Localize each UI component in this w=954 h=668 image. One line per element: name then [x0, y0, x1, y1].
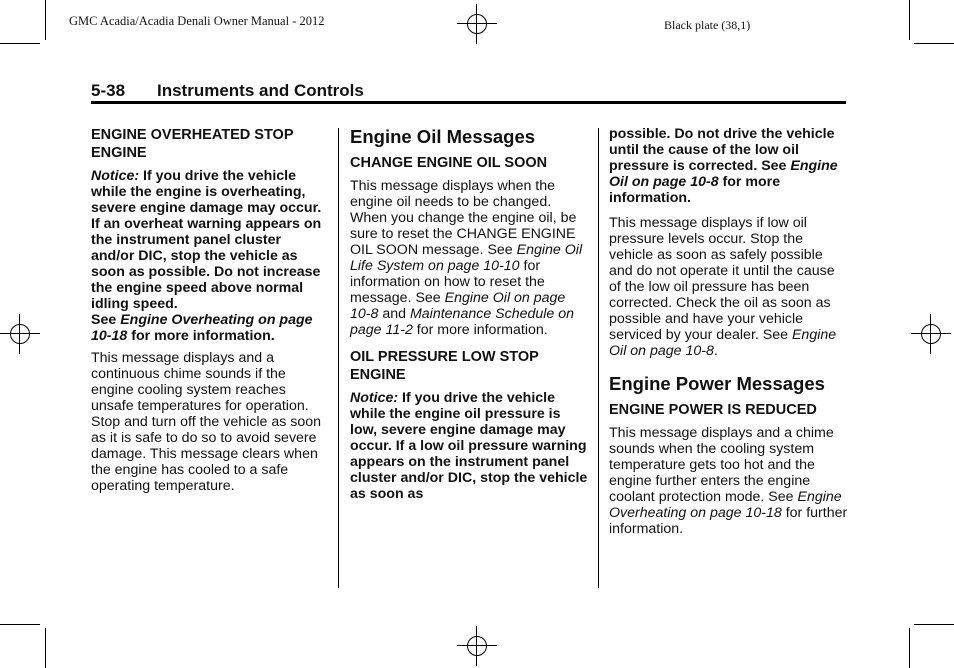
crop-mark: [909, 0, 910, 40]
manual-title: GMC Acadia/Acadia Denali Owner Manual - 2012: [69, 14, 325, 28]
body-paragraph: This message displays and a continuous chime sounds if the engine cooling system reaches unsafe temperatures for operation. Stop and turn off the vehicle as soon as it is safe to do so to avoid severe damage. This message clears when the engine has cooled to a safe operating temperature.: [91, 350, 322, 494]
cross-reference: Engine Oil on page 10-8: [609, 158, 838, 190]
crop-mark: [914, 43, 954, 44]
subheading-change-oil: CHANGE ENGINE OIL SOON: [350, 155, 548, 171]
notice-label: Notice:: [350, 390, 399, 406]
column-3: [609, 126, 849, 543]
plate-label: Black plate (38,1): [664, 18, 751, 32]
cross-reference: Maintenance Schedule on page 11-2: [350, 306, 575, 338]
notice-label: Notice:: [91, 168, 140, 184]
column-1: [91, 126, 323, 500]
body-paragraph: This message displays when the engine oil needs to be changed. When you change the engine oil, be sure to reset the CHANGE ENGINE OIL SOON message. See Engine Oil Life System on page 10-10 for information on how to reset the message. See Engine Oil on page 10-8 and Maintenance Schedule on page 11-2 for more information.: [350, 178, 583, 338]
page-header: [91, 81, 846, 101]
cross-reference: Engine Oil Life System on page 10-10: [350, 242, 583, 274]
cross-reference: Engine Oil on page 10-8: [609, 327, 837, 359]
body-paragraph: This message displays and a chime sounds when the cooling system temperature gets too hot and the engine further enters the engine coolant protection mode. See Engine Overheating on page 10-18 for further information.: [609, 425, 848, 537]
notice-overheat: Notice: If you drive the vehicle while the engine is overheating, severe engine damage may occur. If an overheat warning appears on the instrument panel cluster and/or DIC, stop the vehicle as soon as possible. Do not increase the engine speed above normal idling speed. See Engine Overheating on page 10-18 for more information.: [91, 168, 322, 344]
crop-mark: [914, 624, 954, 625]
notice-oil-pressure: Notice: If you drive the vehicle while the engine oil pressure is low, severe engine damage may occur. If a low oil pressure warning appears on the instrument panel cluster and/or DIC, stop the vehicle as soon as: [350, 390, 588, 502]
subheading-engine-overheated: ENGINE OVERHEATED STOP ENGINE: [91, 127, 294, 161]
cross-reference: Engine Overheating on page 10-18: [609, 489, 842, 521]
subheading-oil-pressure-low: OIL PRESSURE LOW STOP ENGINE: [350, 349, 539, 383]
column-2: [350, 126, 588, 508]
section-title: Instruments and Controls: [157, 81, 364, 100]
crop-mark: [909, 628, 910, 668]
cross-reference: Engine Oil on page 10-8: [350, 290, 566, 322]
page-number: 5-38: [91, 81, 126, 100]
column-divider: [598, 128, 599, 588]
crop-mark: [0, 624, 40, 625]
registration-mark-icon: [463, 10, 491, 38]
column-divider: [338, 128, 339, 588]
registration-mark-icon: [917, 320, 945, 348]
notice-oil-pressure-continued: possible. Do not drive the vehicle until the cause of the low oil pressure is corrected. See Engine Oil on page 10-8 for more information.: [609, 126, 838, 206]
crop-mark: [45, 0, 46, 40]
cross-reference: Engine Overheating on page 10-18: [91, 312, 313, 344]
subheading-engine-power-reduced: ENGINE POWER IS REDUCED: [609, 402, 817, 418]
crop-mark: [0, 43, 40, 44]
crop-mark: [45, 628, 46, 668]
registration-mark-icon: [6, 320, 34, 348]
registration-mark-icon: [463, 632, 491, 660]
header-rule: [91, 101, 846, 104]
heading-engine-power-messages: Engine Power Messages: [609, 373, 825, 394]
heading-engine-oil-messages: Engine Oil Messages: [350, 126, 536, 147]
body-paragraph: This message displays if low oil pressure levels occur. Stop the vehicle as soon as safely possible and do not operate it until the cause of the low oil pressure has been corrected. Check the oil as soon as possible and have your vehicle serviced by your dealer. See Engine Oil on page 10-8.: [609, 215, 837, 359]
